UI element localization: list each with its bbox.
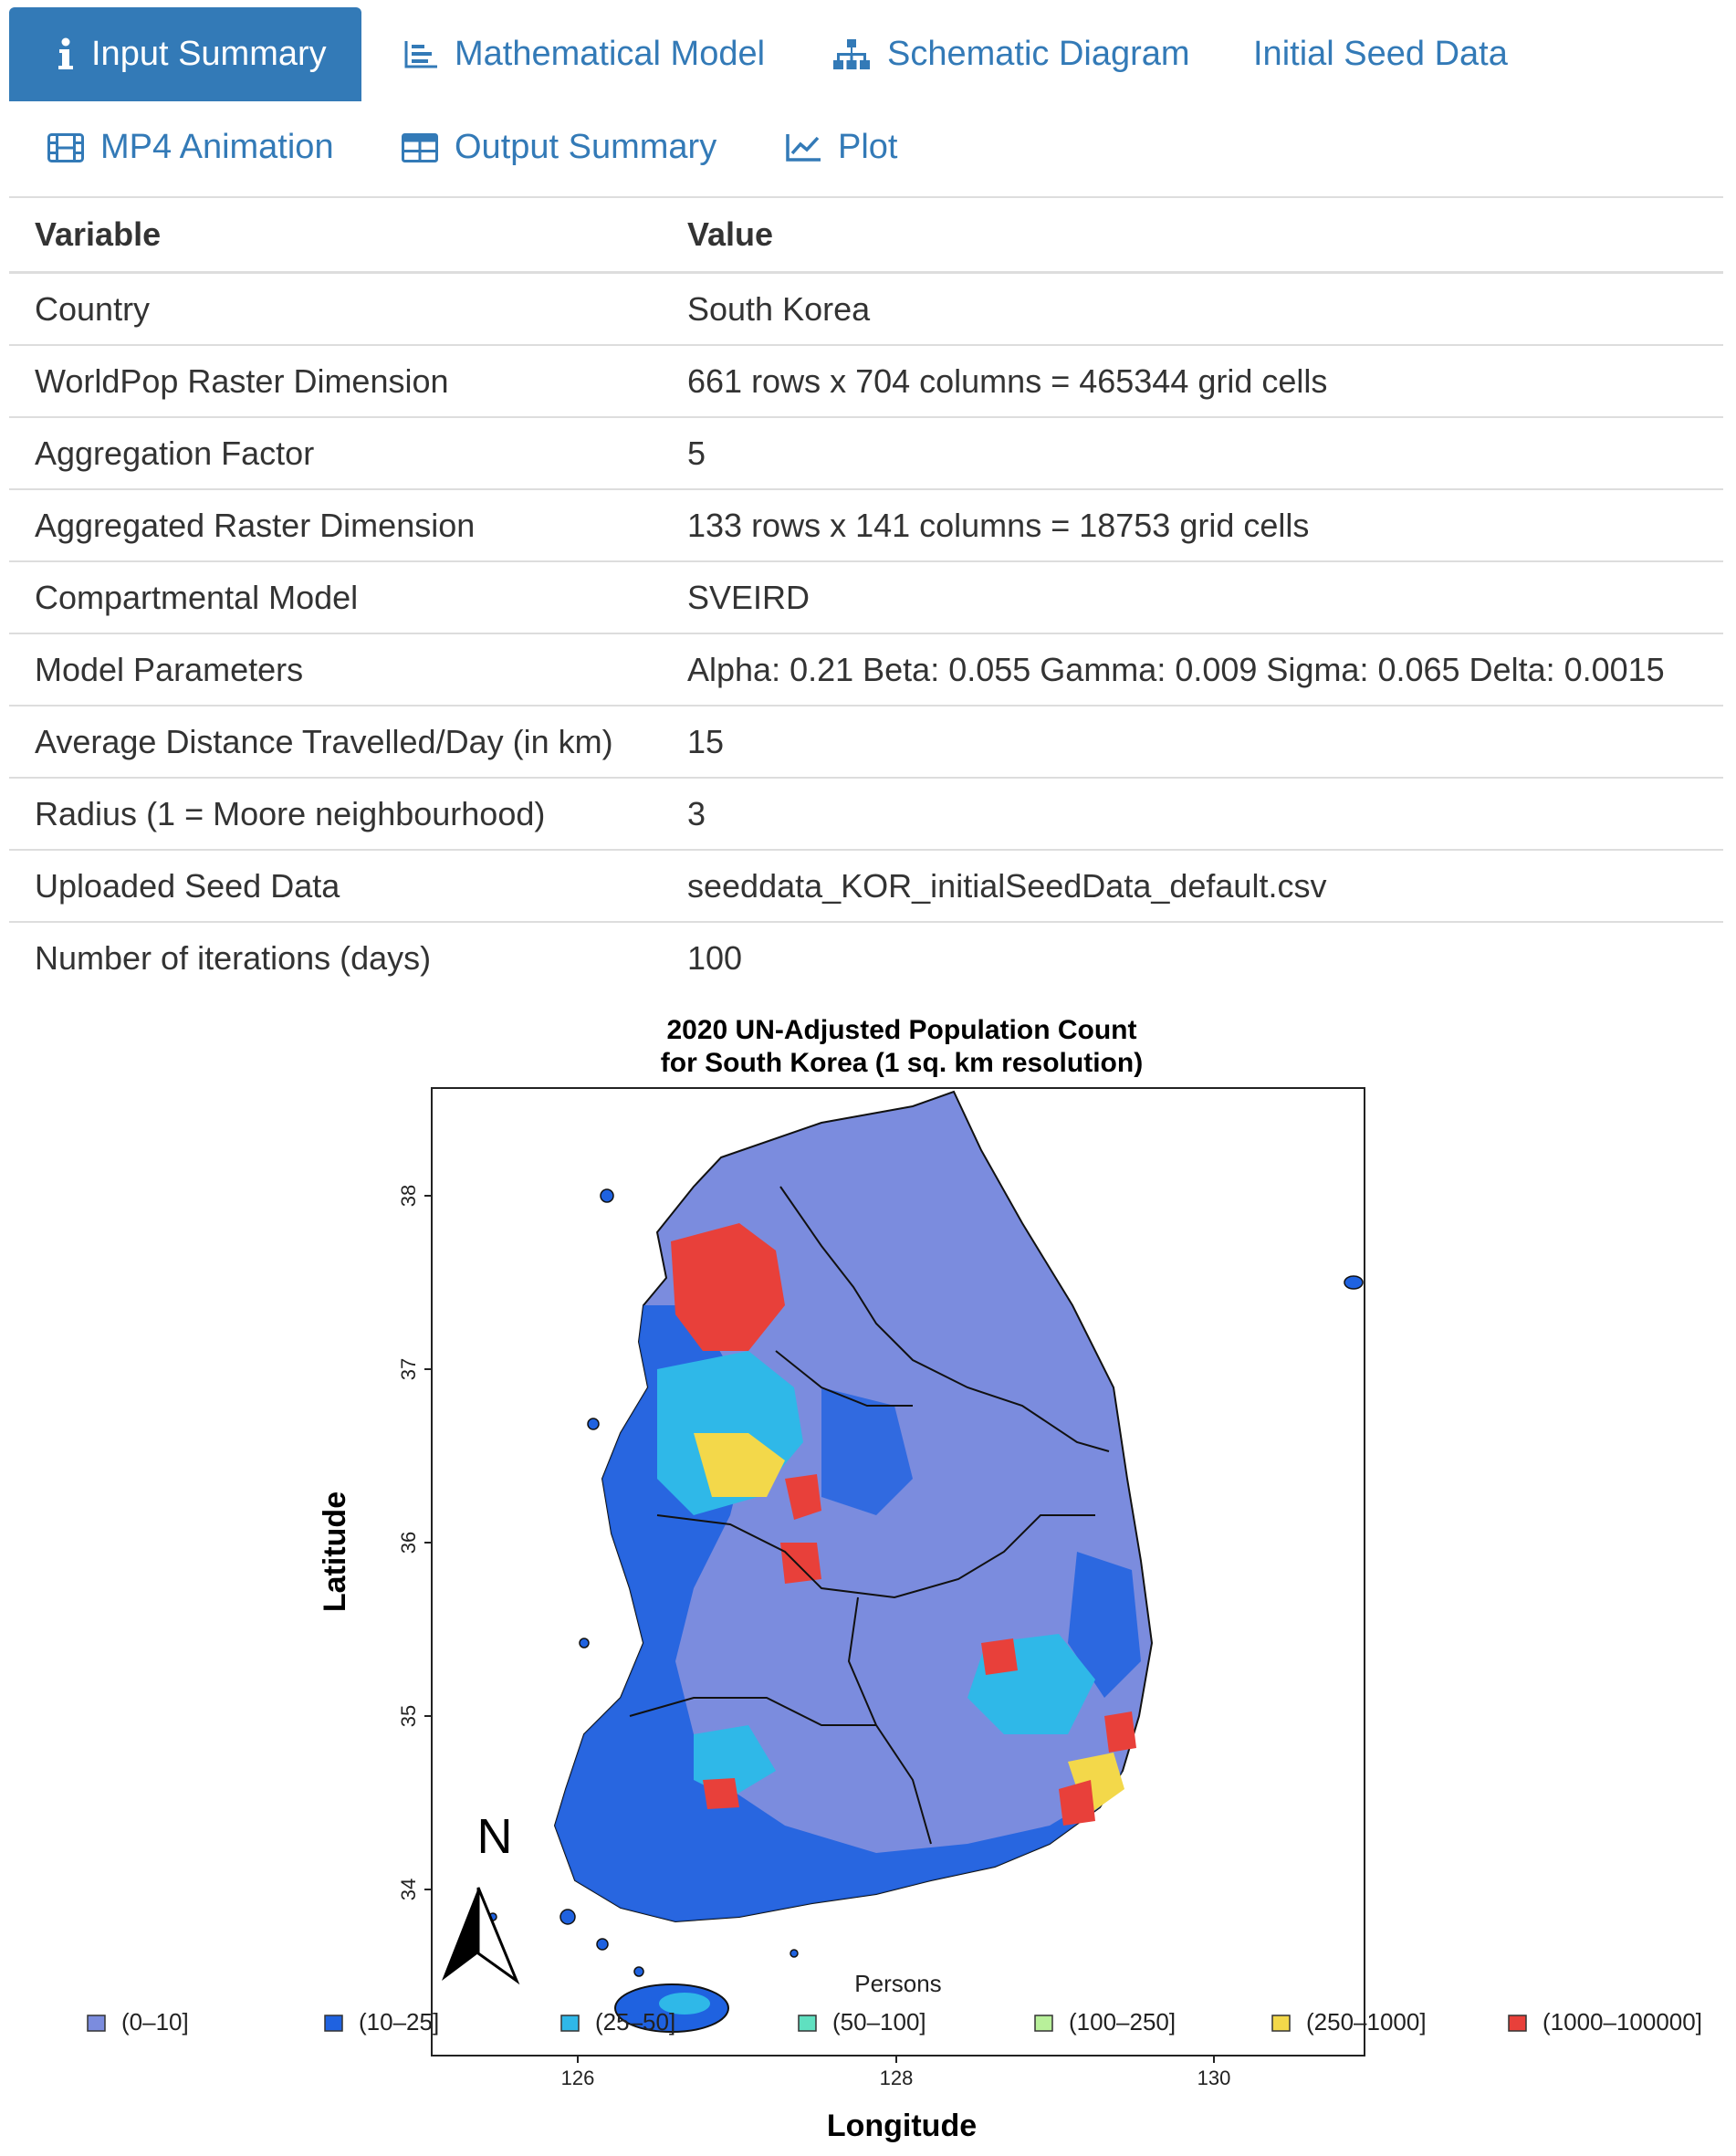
cell-variable: Model Parameters [9,633,660,706]
table-row [9,922,1723,993]
table-header-row [9,197,1723,273]
svg-text:(1000–100000]: (1000–100000] [1543,2008,1702,2036]
table-row [9,273,1723,346]
tab-label: Output Summary [455,128,717,166]
legend-item [88,2008,189,2036]
svg-text:(100–250]: (100–250] [1069,2008,1177,2036]
input-summary-table [9,196,1723,993]
cell-value: 5 [660,417,1723,489]
svg-text:(25–50]: (25–50] [595,2008,676,2036]
y-tick-label: 35 [397,1704,420,1728]
legend-title: Persons [854,1970,942,1997]
x-tick-label: 130 [1197,2067,1231,2089]
tab-label: Mathematical Model [455,35,766,73]
cell-value: Alpha: 0.21 Beta: 0.055 Gamma: 0.009 Sigma: 0.065 Delta: 0.0015 [660,633,1723,706]
cell-variable: WorldPop Raster Dimension [9,345,660,417]
tab-label: Schematic Diagram [887,35,1190,73]
x-axis-label: Longitude [826,2109,978,2143]
tab-input-summary[interactable] [9,7,361,101]
cell-variable: Aggregated Raster Dimension [9,489,660,561]
table-row [9,489,1723,561]
cell-variable: Country [9,273,660,346]
legend-item [325,2008,439,2036]
bar-chart-icon [403,40,438,69]
cell-variable: Aggregation Factor [9,417,660,489]
map-title-line1: 2020 UN-Adjusted Population Count [666,1015,1137,1045]
svg-text:(250–1000]: (250–1000] [1306,2008,1427,2036]
cell-value: seeddata_KOR_initialSeedData_default.csv [660,850,1723,922]
cell-value: 3 [660,778,1723,850]
population-map-svg [0,1004,1736,2156]
table-row [9,850,1723,922]
cell-value: 661 rows x 704 columns = 465344 grid cells [660,345,1723,417]
tab-bar [0,0,1736,195]
north-label: N [476,1809,513,1864]
table-icon [402,133,438,162]
svg-text:(10–25]: (10–25] [359,2008,440,2036]
header-value: Value [660,197,1723,273]
cell-variable: Radius (1 = Moore neighbourhood) [9,778,660,850]
tab-label: Initial Seed Data [1253,35,1508,73]
svg-text:(50–100]: (50–100] [832,2008,926,2036]
x-tick-label: 126 [560,2067,595,2089]
legend-item [1509,2008,1702,2036]
cell-variable: Average Distance Travelled/Day (in km) [9,706,660,778]
tab-label: Input Summary [91,35,327,73]
cell-value: South Korea [660,273,1723,346]
table-row [9,633,1723,706]
cell-value: 100 [660,922,1723,993]
tab-mp4-animation[interactable] [47,100,334,194]
y-tick-label: 36 [397,1531,420,1554]
tab-plot[interactable] [785,100,897,194]
cell-value: 133 rows x 141 columns = 18753 grid cells [660,489,1723,561]
sitemap-icon [832,39,871,70]
cell-variable: Compartmental Model [9,561,660,633]
y-tick-label: 37 [397,1357,420,1381]
tab-label: MP4 Animation [100,128,334,166]
table-row [9,778,1723,850]
x-axis [561,2056,1231,2143]
table-row [9,345,1723,417]
table-row [9,417,1723,489]
y-axis-label: Latitude [318,1491,352,1613]
table-row [9,706,1723,778]
cell-variable: Uploaded Seed Data [9,850,660,922]
tab-label: Plot [838,128,898,166]
cell-variable: Number of iterations (days) [9,922,660,993]
population-map-figure [0,1004,1736,2156]
tab-schematic-diagram[interactable] [832,7,1190,101]
table-row [9,561,1723,633]
map-title-line2: for South Korea (1 sq. km resolution) [660,1048,1144,1078]
cell-value: SVEIRD [660,561,1723,633]
y-tick-label: 34 [397,1878,420,1901]
cell-value: 15 [660,706,1723,778]
x-tick-label: 128 [879,2067,914,2089]
y-axis [318,1185,432,1900]
tab-initial-seed-data[interactable] [1253,7,1508,101]
line-chart-icon [785,133,821,162]
tab-mathematical-model[interactable] [403,7,765,101]
header-variable: Variable [9,197,660,273]
y-tick-label: 38 [397,1184,420,1208]
info-icon [57,37,75,72]
tab-output-summary[interactable] [402,100,716,194]
svg-text:(0–10]: (0–10] [121,2008,189,2036]
film-icon [47,133,84,162]
